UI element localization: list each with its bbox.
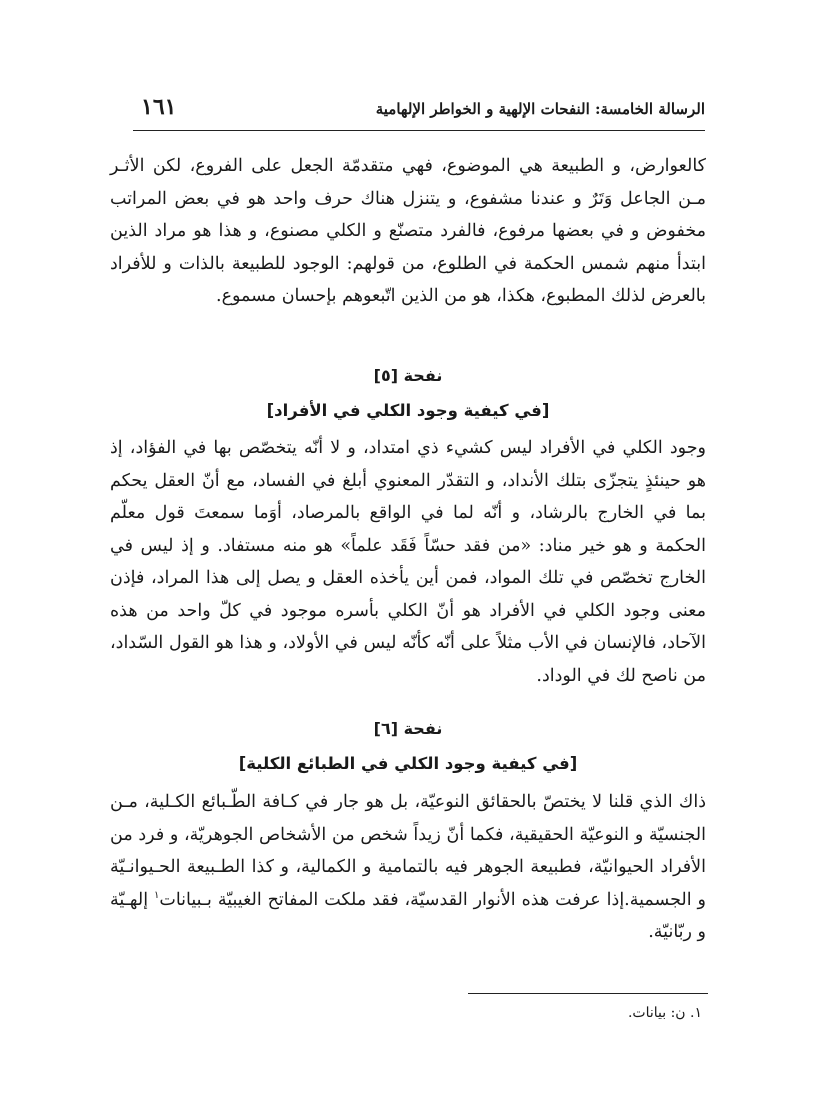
footnote-divider [468,993,708,994]
paragraph-continuation: كالعوارض، و الطبيعة هي الموضوع، فهي متقدمّة الجعل على الفروع، لكن الأثـر مـن الجاعل وَتَرٌ و عندنا مشفوع، و يتنزل هناك حرف واحد هو في بعض المراتب مخفوض و في بعضها مرفوع، فالفرد متصنّع و الكلي مصنوع، و هذا هو مراد الذين ابتدأ منهم شمس الحكمة في الطلوع، من قولهم: الوجود للطبيعة بالذات و للأفراد بالعرض لذلك المطبوع، هكذا، هو من الذين اتّبعوهم بإحسان مسموع. [110,156,706,306]
section-heading-5: نفحة [٥] [373,366,443,385]
footnote: ١. ن: بيانات. [627,1005,702,1021]
footnote-reference[interactable]: ١ [153,889,160,901]
section-subheading-5: [في كيفية وجود الكلي في الأفراد] [266,401,550,420]
paragraph-section-5: وجود الكلي في الأفراد ليس كشيء ذي امتداد، و لا أنّه يتخصّص بها في الفؤاد، إذ هو حينئذٍ يتجزّى بتلك الأنداد، و التقدّر المعنوي أبلغ في الفساد، مع أنّ العقل يحكم بما في الخارج بالرشاد، و أنّه لما في الواقع بالمرصاد، أوَما سمعتَ قول معلّم الحكمة و هو خير مناد: «من فقد حسّاً فَقَد علماً» هو منه مستفاد. و إذ ليس في الخارج تخصّص في تلك المواد، فمن أين يأخذه العقل و يصل إلى هذا المراد، فإذن معنى وجود الكلي في الأفراد هو أنّ الكلي بأسره موجود في كلّ واحد من هذه الآحاد، فالإنسان في الأب مثلاً على أنّه كأنّه ليس في الأولاد، و هذا هو القول السّداد، من ناصح لك في الوداد. [110,438,706,686]
paragraph-section-6-text-end: إلهـيّة و ربّانيّة. [110,889,706,942]
header-divider [133,130,705,131]
paragraph-section-6 [110,786,706,949]
running-header [133,92,705,130]
section-subheading-6: [في كيفية وجود الكلي في الطبائع الكلية] [238,754,578,773]
running-header-title: الرسالة الخامسة: النفحات الإلهية و الخواطر الإلهامية [375,100,705,118]
page-number: ١٦١ [141,94,177,120]
section-heading-6: نفحة [٦] [373,719,443,738]
paragraph-section-6-text: ذاك الذي قلنا لا يختصّ بالحقائق النوعيّة، بل هو جار في كـافة الطّـبائع الكـلية، مـن الجنسيّة و النوعيّة الحقيقية، فكما أنّ زيداً شخص من الأشخاص الجوهريّة، و فرد من الأفراد الحيوانيّة، فطبيعة الجوهر فيه بالتمامية و الكمالية، و كذا الطـبيعة الحـيوانـيّة و الجسمية.إذا عرفت هذه الأنوار القدسيّة، فقد ملكت المفاتح الغيبيّة بـبيانات [110,792,706,910]
